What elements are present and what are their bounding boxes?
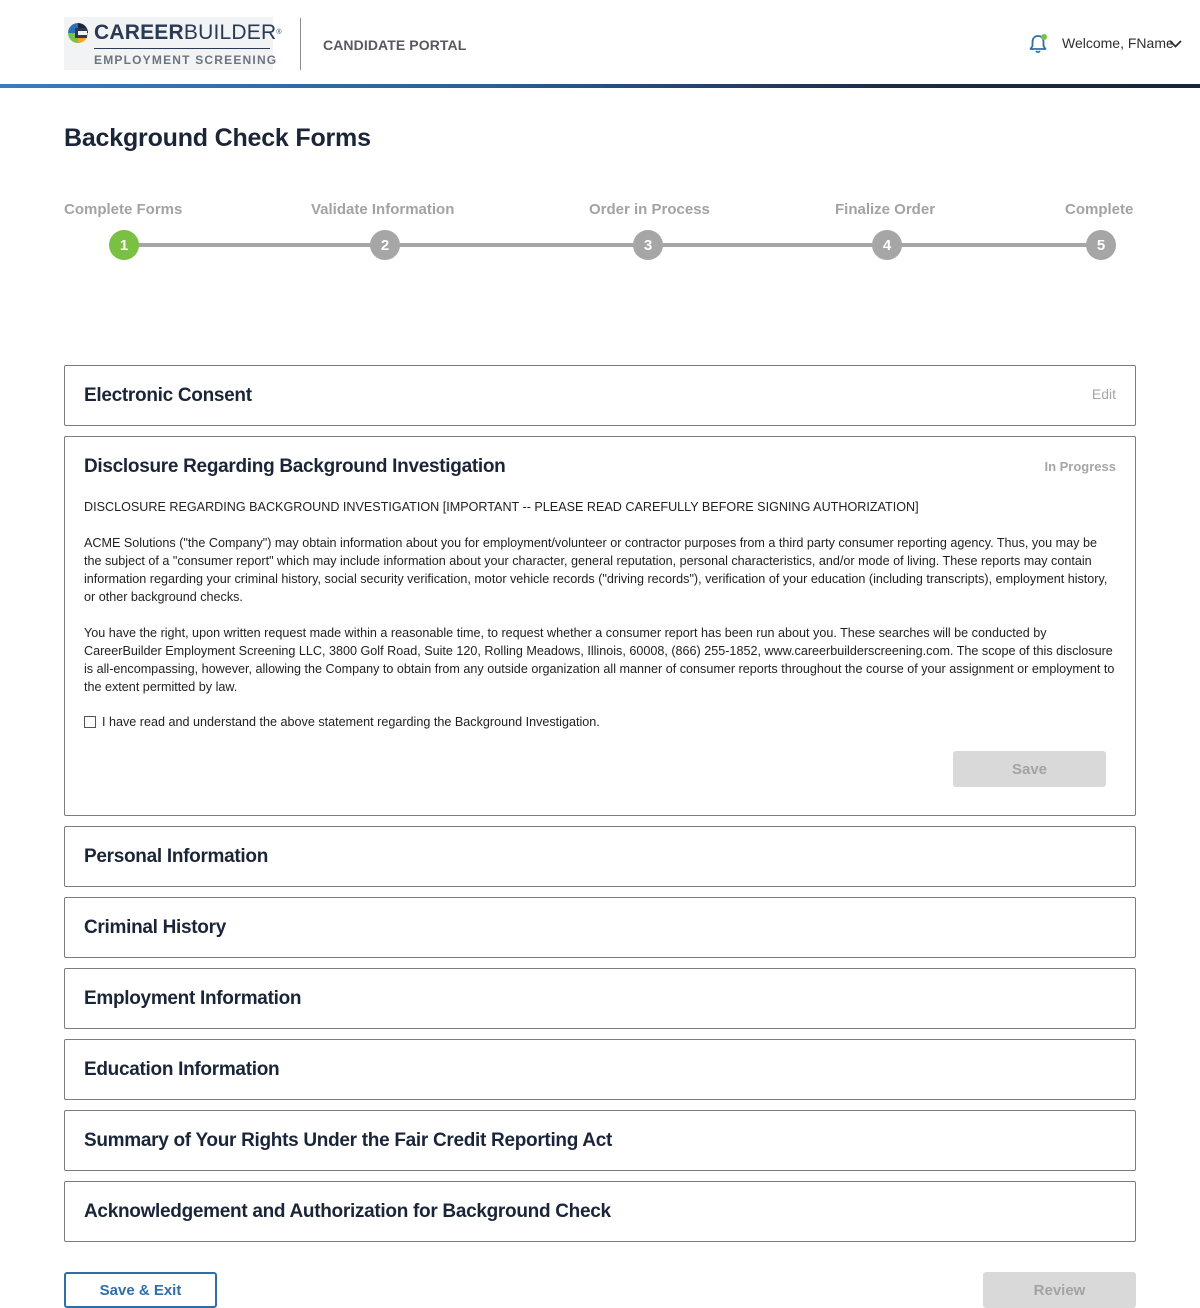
section-title: Acknowledgement and Authorization for Background Check bbox=[84, 1201, 611, 1222]
portal-label: CANDIDATE PORTAL bbox=[323, 37, 467, 53]
careerbuilder-logo-icon bbox=[67, 22, 89, 44]
chevron-down-icon[interactable] bbox=[1168, 36, 1183, 51]
section-criminal-history[interactable] bbox=[64, 897, 1136, 958]
save-button[interactable]: Save bbox=[953, 751, 1106, 787]
logo-rule bbox=[94, 48, 270, 49]
review-button[interactable]: Review bbox=[983, 1272, 1136, 1308]
disclosure-heading: DISCLOSURE REGARDING BACKGROUND INVESTIGATION [IMPORTANT -- PLEASE READ CAREFULLY BEFORE SIGNING AUTHORIZATION] bbox=[84, 500, 919, 514]
consent-checkbox-row[interactable] bbox=[84, 715, 600, 729]
step-label-finalize-order: Finalize Order bbox=[835, 201, 936, 218]
save-and-exit-button[interactable]: Save & Exit bbox=[64, 1272, 217, 1308]
section-title: Personal Information bbox=[84, 846, 269, 867]
bell-icon[interactable] bbox=[1028, 33, 1048, 55]
header bbox=[0, 0, 1200, 88]
section-electronic-consent[interactable] bbox=[64, 365, 1136, 426]
header-divider bbox=[300, 18, 301, 70]
notification-dot bbox=[1041, 34, 1047, 40]
step-circle-3: 3 bbox=[633, 230, 663, 260]
section-disclosure bbox=[64, 436, 1136, 816]
disclosure-paragraph-1: ACME Solutions ("the Company") may obtain information about you for employment/volunteer or contractor purposes from a third party consumer reporting agency. Thus, you may be the subject of a "consumer report" which may include information about your character, general reputation, personal characteristics, and/or mode of living. These reports may contain information regarding your criminal history, social security verification, motor vehicle records ("driving records"), verification of your education (including transcripts), employment history, or other background checks. bbox=[84, 536, 1108, 604]
section-title: Employment Information bbox=[84, 988, 302, 1009]
progress-stepper bbox=[0, 195, 1200, 265]
consent-checkbox-label: I have read and understand the above statement regarding the Background Investigation. bbox=[102, 715, 600, 729]
step-circle-2: 2 bbox=[370, 230, 400, 260]
step-circle-1: 1 bbox=[109, 230, 139, 260]
section-education-information[interactable] bbox=[64, 1039, 1136, 1100]
section-acknowledgement-authorization[interactable] bbox=[64, 1181, 1136, 1242]
logo-wordmark: CAREERBUILDER® bbox=[94, 21, 282, 44]
user-menu-welcome[interactable]: Welcome, FName bbox=[1062, 35, 1174, 51]
disclosure-paragraph-2: You have the right, upon written request made within a reasonable time, to request whether a consumer report has been run about you. These searches will be conducted by CareerBuilder Employment Screening LLC, 3800 Golf Road, Suite 120, Rolling Meadows, Illinois, 60008, (866) 255-1852, www.careerbuilderscreening.com. The scope of this disclosure is all-encompassing, however, allowing the Company to obtain from any outside organization all manner of consumer reports throughout the course of your assignment or employment to the extent permitted by law. bbox=[84, 626, 1115, 694]
edit-link[interactable]: Edit bbox=[1091, 386, 1116, 402]
step-circle-5: 5 bbox=[1086, 230, 1116, 260]
step-circle-4: 4 bbox=[872, 230, 902, 260]
section-title: Education Information bbox=[84, 1059, 280, 1080]
step-label-order-in-process: Order in Process bbox=[589, 201, 710, 218]
step-label-validate-information: Validate Information bbox=[311, 201, 455, 218]
header-accent-bar bbox=[0, 84, 1200, 88]
section-title: Electronic Consent bbox=[84, 385, 252, 406]
disclosure-text bbox=[84, 498, 1116, 714]
section-title: Summary of Your Rights Under the Fair Credit Reporting Act bbox=[84, 1130, 613, 1151]
section-title: Criminal History bbox=[84, 917, 226, 938]
careerbuilder-logo[interactable] bbox=[64, 17, 282, 70]
section-fcra-summary[interactable] bbox=[64, 1110, 1136, 1171]
consent-checkbox[interactable] bbox=[84, 716, 96, 728]
section-employment-information[interactable] bbox=[64, 968, 1136, 1029]
step-label-complete: Complete bbox=[1065, 201, 1134, 218]
step-label-complete-forms: Complete Forms bbox=[64, 201, 183, 218]
status-badge: In Progress bbox=[1044, 459, 1116, 474]
page-title: Background Check Forms bbox=[64, 124, 371, 152]
section-title: Disclosure Regarding Background Investigation bbox=[84, 456, 506, 477]
stepper-track bbox=[124, 243, 1100, 247]
section-personal-information[interactable] bbox=[64, 826, 1136, 887]
logo-subtitle: EMPLOYMENT SCREENING bbox=[94, 53, 278, 67]
